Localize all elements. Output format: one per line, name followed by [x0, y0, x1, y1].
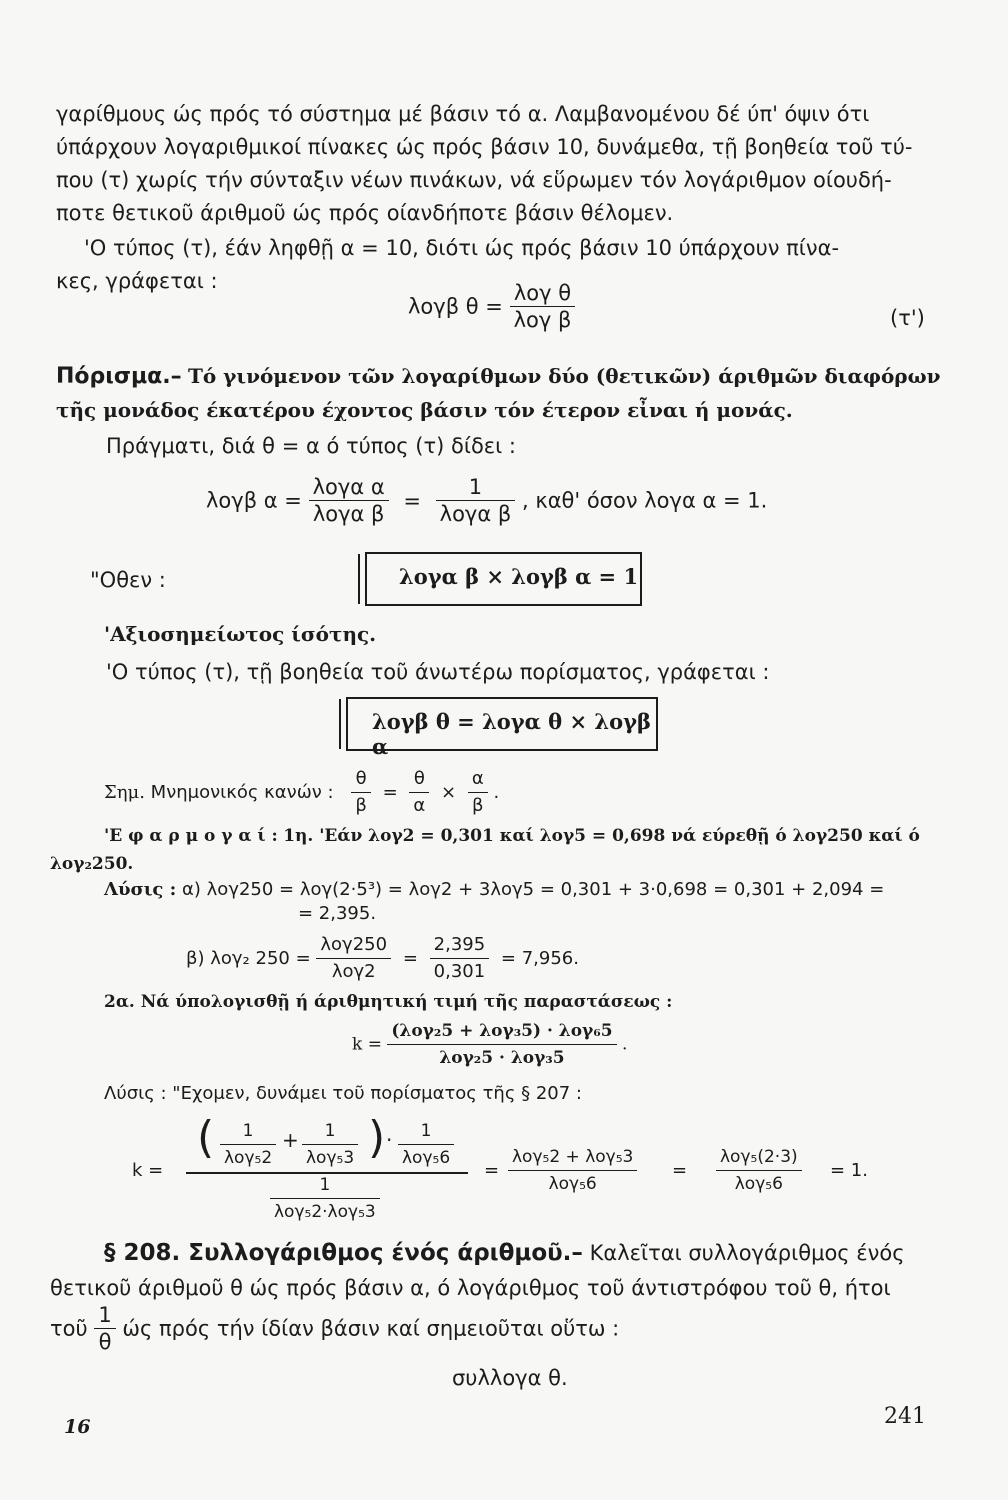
pragmati-den-2: λογα β — [439, 502, 512, 526]
big-inner-frac-2 — [302, 1118, 358, 1171]
pragmati-lhs: λογβ α = — [206, 488, 302, 513]
section-208-line-2: θετικοῦ άριθμοῦ θ ώς πρός βάσιν α, ό λογάριθμος τοῦ άντιστρόφου τοῦ θ, ήτοι — [50, 1276, 891, 1300]
formula-fraction — [510, 280, 576, 333]
big-r2-num: λογ₅(2·3) — [716, 1144, 802, 1171]
efarmogai-line-1 — [104, 822, 920, 850]
porisma-heading: Πόρισμα.– — [56, 364, 182, 389]
simeiosi-frac-2 — [409, 766, 429, 819]
signature-mark: 16 — [64, 1416, 91, 1438]
simeiosi-frac-3 — [468, 766, 488, 819]
lysis-b-den-1: λογ2 — [331, 961, 376, 982]
k-lhs: k = — [352, 1034, 382, 1055]
efarmogai-q1: 1η. 'Εάν λογ2 = 0,301 καί λογ5 = 0,698 νά εύρεθῇ ό λογ250 καί ό — [283, 826, 920, 846]
simeiosi-eq: = — [382, 782, 398, 803]
big-plus: + — [282, 1128, 299, 1152]
simeiosi-f2n: θ — [409, 766, 429, 793]
lysis-b-line: β) λογ₂ 250 = $\frac{\text{λογ250}}{\text{λογ2}}$ = $\frac{2,395}{0,301}$ = 7,956. — [186, 932, 579, 985]
lysis-b-frac-2 — [430, 932, 490, 985]
section-208-formula: συλλογα θ. — [452, 1366, 568, 1390]
big-inner-frac-3 — [398, 1118, 454, 1171]
lysis-a-line — [104, 876, 884, 904]
lysis-b-num-1: λογ250 — [316, 932, 391, 959]
formula-lhs: λογβ θ = — [408, 294, 503, 319]
big-den-frac — [270, 1172, 380, 1225]
lysis-b-den-2: 0,301 — [433, 961, 486, 982]
lysis-b-lhs: β) λογ₂ 250 = — [186, 948, 311, 969]
big-p3-num: 1 — [398, 1118, 454, 1145]
big-result-frac-2 — [716, 1144, 802, 1197]
big-den-den: λογ₅2·λογ₅3 — [274, 1202, 376, 1222]
lysis-a-2: = 2,395. — [298, 903, 377, 924]
section-208-heading: § 208. Συλλογάριθμος ένός άριθμοῦ.– — [104, 1240, 583, 1266]
simeiosi-text: Μνημονικός κανών : — [150, 782, 334, 803]
big-inner-frac-1 — [220, 1118, 276, 1171]
pragmati-den-1: λογα β — [312, 502, 385, 526]
big-r1-den: λογ₅6 — [548, 1174, 597, 1194]
porisma-line-1 — [56, 360, 941, 393]
simeiosi-dot: . — [493, 782, 500, 803]
simeiosi-f1d: β — [355, 795, 367, 816]
pragmati-frac-1 — [309, 474, 389, 527]
efarmogai-label: 'Ε φ α ρ μ ο γ α ί : — [104, 826, 278, 846]
porisma-text-1: Τό γινόμενον τῶν λογαρίθμων δύο (θετικῶν) άριθμῶν διαφόρων — [188, 364, 941, 388]
axios-box-formula: λογβ θ = λογα θ × λογβ α — [372, 709, 651, 759]
big-p1-den: λογ₅2 — [224, 1148, 273, 1168]
q2-line: 2α. Νά ύπολογισθῇ ή άριθμητική τιμή τῆς παραστάσεως : — [104, 992, 673, 1012]
big-result-frac-1 — [508, 1144, 637, 1197]
big-eq-2: = — [672, 1160, 688, 1181]
page-number: 241 — [884, 1404, 926, 1429]
big-den-num: 1 — [270, 1172, 380, 1199]
intro-line-2: ύπάρχουν λογαριθμικοί πίνακες ώς πρός βάσιν 10, δυνάμεθα, τῇ βοηθεία τοῦ τύ- — [56, 135, 913, 159]
intro-line-3: που (τ) χωρίς τήν σύνταξιν νέων πινάκων, νά εὕρωμεν τόν λογάριθμον οίουδή- — [56, 168, 892, 192]
simeiosi-f3n: α — [468, 766, 488, 793]
lysis-label: Λύσις : — [104, 879, 177, 900]
simeiosi-line — [104, 766, 499, 819]
othen-box — [365, 552, 642, 606]
intro-line-4: ποτε θετικοῦ άριθμοῦ ώς πρός οίανδήποτε βάσιν θέλομεν. — [56, 201, 674, 225]
big-eq-1: = — [484, 1160, 500, 1181]
axios-line: 'Ο τύπος (τ), τῇ βοηθεία τοῦ άνωτέρω πορίσματος, γράφεται : — [106, 660, 770, 684]
othen-label: "Οθεν : — [90, 568, 166, 592]
simeiosi-frac-1 — [351, 766, 371, 819]
intro-line-6: κες, γράφεται : — [56, 269, 218, 293]
lysis-b-tail: = 7,956. — [500, 948, 579, 969]
k-num: (λογ₂5 + λογ₃5) · λογ₆5 — [387, 1018, 616, 1045]
intro-line-1: γαρίθμους ώς πρός τό σύστημα μέ βάσιν τό α. Λαμβανομένου δέ ύπ' όψιν ότι — [56, 102, 870, 126]
lysis-2-line: Λύσις : "Εχομεν, δυνάμει τοῦ πορίσματος τῆς § 207 : — [104, 1083, 582, 1104]
big-k: k = — [132, 1160, 164, 1181]
big-r1-num: λογ₅2 + λογ₅3 — [508, 1144, 637, 1171]
formula-denominator: λογ β — [513, 308, 572, 332]
formula-tag: (τ') — [890, 306, 925, 330]
simeiosi-f2d: α — [413, 795, 426, 816]
big-p2-den: λογ₅3 — [306, 1148, 355, 1168]
simeiosi-label: Σημ. — [104, 782, 145, 803]
pragmati-frac-2 — [436, 474, 516, 527]
big-r2-den: λογ₅6 — [734, 1174, 783, 1194]
axios-box — [346, 697, 658, 759]
big-dot: · — [386, 1128, 393, 1152]
othen-box-formula: λογα β × λογβ α = 1 — [399, 564, 639, 589]
big-left-paren: ( — [197, 1112, 215, 1163]
simeiosi-times: × — [441, 782, 457, 803]
section-208-line-1 — [104, 1236, 905, 1270]
big-right-paren: ) — [368, 1112, 386, 1163]
big-end: = 1. — [830, 1160, 868, 1181]
formula-t-prime — [408, 280, 575, 333]
pragmati-line: Πράγματι, διά θ = α ό τύπος (τ) δίδει : — [106, 434, 517, 458]
k-fraction — [387, 1018, 616, 1071]
big-p1-num: 1 — [220, 1118, 276, 1145]
pragmati-num-2: 1 — [436, 474, 516, 501]
lysis-a-1: α) λογ250 = λογ(2·5³) = λογ2 + 3λογ5 = 0,301 + 3·0,698 = 0,301 + 2,094 = — [182, 879, 885, 900]
efarmogai-line-2: λογ₂250. — [50, 854, 134, 874]
axios-heading: 'Αξιοσημείωτος ίσότης. — [104, 622, 377, 646]
pragmati-formula — [206, 474, 767, 527]
pragmati-tail: , καθ' όσον λογα α = 1. — [521, 488, 768, 513]
section-208-text-1: Καλεῖται συλλογάριθμος ένός — [589, 1241, 905, 1265]
pragmati-num-1: λογα α — [309, 474, 389, 501]
intro-line-5: 'Ο τύπος (τ), έάν ληφθῇ α = 10, διότι ώς πρός βάσιν 10 ύπάρχουν πίνα- — [84, 236, 840, 260]
section-208-frac-den: θ — [98, 1330, 112, 1354]
simeiosi-f1n: θ — [351, 766, 371, 793]
section-208-frac-num: 1 — [94, 1302, 115, 1329]
lysis-b-frac-1 — [316, 932, 391, 985]
big-p3-den: λογ₅6 — [402, 1148, 451, 1168]
k-den: λογ₂5 · λογ₃5 — [439, 1048, 565, 1068]
pragmati-eq: = — [403, 488, 421, 513]
formula-numerator: λογ θ — [510, 280, 576, 307]
section-208-tou: τοῦ — [50, 1316, 88, 1341]
simeiosi-f3d: β — [472, 795, 484, 816]
big-p2-num: 1 — [302, 1118, 358, 1145]
lysis-b-num-2: 2,395 — [430, 932, 490, 959]
section-208-frac — [94, 1302, 115, 1355]
section-208-line-3 — [50, 1302, 619, 1355]
section-208-text-3: ώς πρός τήν ίδίαν βάσιν καί σημειοῦται οὕτω : — [122, 1316, 620, 1341]
k-formula: k = $\frac{\text{(λογ₂5 + λογ₃5) · λογ₆5}}{\text{λογ₂5 · λογ₃5}}$ . — [352, 1018, 627, 1071]
porisma-line-2: τῆς μονάδος έκατέρου έχοντος βάσιν τόν έτερον εἶναι ή μονάς. — [56, 398, 793, 422]
